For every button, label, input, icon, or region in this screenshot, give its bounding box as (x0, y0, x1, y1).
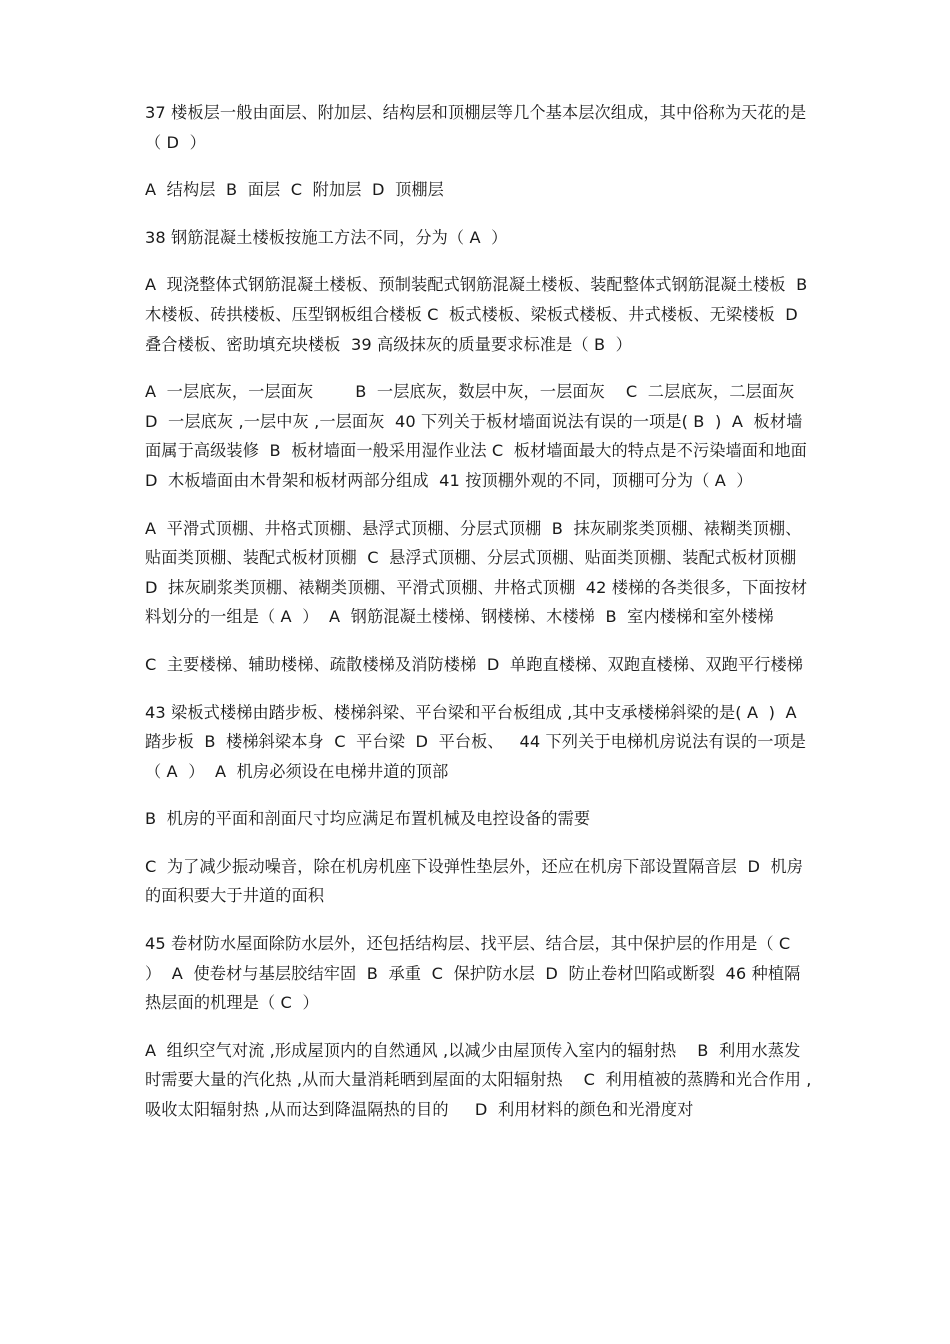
question-38-stem: 38 钢筋混凝土楼板按施工方法不同，分为（ A ） (145, 227, 508, 247)
question-46-options: A 组织空气对流 ,形成屋顶内的自然通风 ,以减少由屋顶传入室内的辐射热 B 利用水蒸发时需要大量的汽化热 ,从而大量消耗晒到屋面的太阳辐射热 C 利用植被的蒸腾和光合作用 ,吸收太阳辐射热 ,从而达到降温隔热的目的 D 利用材料的颜色和光滑度对 (145, 1040, 812, 1120)
question-44-option-b: B 机房的平面和剖面尺寸均应满足布置机械及电控设备的需要 (145, 809, 591, 829)
question-41-options-to-42-options: A 平滑式顶棚、井格式顶棚、悬浮式顶棚、分层式顶棚 B 抹灰刷浆类顶棚、裱糊类顶棚、贴面类顶棚、装配式板材顶棚 C 悬浮式顶棚、分层式顶棚、贴面类顶棚、装配式板材顶棚 D 抹灰刷浆类顶棚、裱糊类顶棚、平滑式顶棚、井格式顶棚 42 楼梯的各类很多，下面按材料划分的一组是（ A ） A 钢筋混凝土楼梯、钢楼梯、木楼梯 B 室内楼梯和室外楼梯 (145, 518, 808, 627)
question-37-stem: 37 楼板层一般由面层、附加层、结构层和顶棚层等几个基本层次组成，其中俗称为天花的是（ D ） (145, 103, 807, 152)
question-42-options-continued: C 主要楼梯、辅助楼梯、疏散楼梯及消防楼梯 D 单跑直楼梯、双跑直楼梯、双跑平行楼梯 (145, 654, 804, 674)
question-39-options-to-41-stem: A 一层底灰，一层面灰 B 一层底灰，数层中灰，一层面灰 C 二层底灰，二层面灰 D 一层底灰 ,一层中灰 ,一层面灰 40 下列关于板材墙面说法有误的一项是( B ) A 板材墙面属于高级装修 B 板材墙面一般采用湿作业法 C 板材墙面最大的特点是不污染墙面和地面 D 木板墙面由木骨架和板材两部分组成 41 按顶棚外观的不同，顶棚可分为（ A ） (145, 382, 847, 490)
question-38-options-and-39-stem: A 现浇整体式钢筋混凝土楼板、预制装配式钢筋混凝土楼板、装配整体式钢筋混凝土楼板 B 木楼板、砖拱楼板、压型钢板组合楼板 C 板式楼板、梁板式楼板、井式楼板、无梁楼板 D 叠合楼板、密助填充块楼板 39 高级抹灰的质量要求标准是（ B ） (145, 275, 818, 354)
question-37-options: A 结构层 B 面层 C 附加层 D 顶棚层 (145, 180, 444, 200)
question-45-and-46-stem: 45 卷材防水屋面除防水层外，还包括结构层、找平层、结合层，其中保护层的作用是（ C ） A 使卷材与基层胶结牢固 B 承重 C 保护防水层 D 防止卷材凹陷或断裂 46 种植隔热层面的机理是（ C ） (145, 934, 801, 1013)
question-44-options-c-d: C 为了减少振动噪音，除在机房机座下设弹性垫层外，还应在机房下部设置隔音层 D 机房的面积要大于井道的面积 (145, 856, 804, 906)
question-43-and-44: 43 梁板式楼梯由踏步板、楼梯斜梁、平台梁和平台板组成 ,其中支承楼梯斜梁的是( A ) A 踏步板 B 楼梯斜梁本身 C 平台梁 D 平台板、 44 下列关于电梯机房说法有误的一项是（ A ） A 机房必须设在电梯井道的顶部 (145, 702, 808, 781)
